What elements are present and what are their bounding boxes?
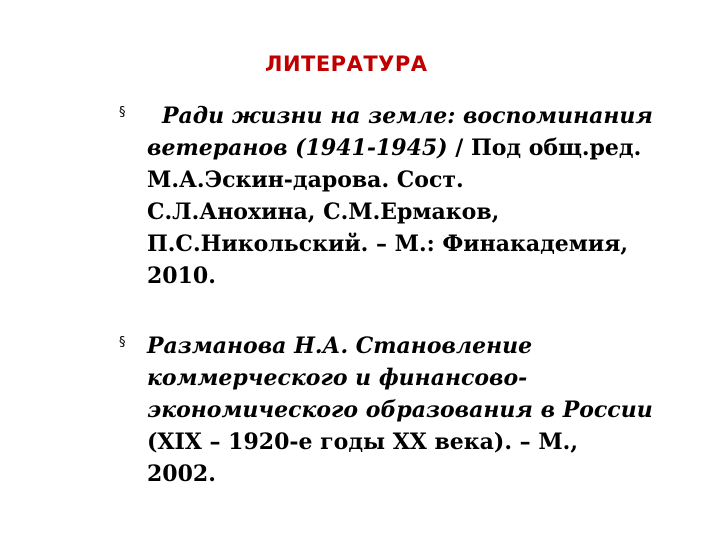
reference-line: Разманова Н.А. Становление [147,333,533,359]
reference-line: 2002. [147,461,216,487]
reference-line: С.Л.Анохина, С.М.Ермаков, [147,199,500,225]
slide-title: ЛИТЕРАТУРА [265,52,428,76]
reference-text [147,100,720,292]
reference-line: 2010. [147,263,216,289]
reference-line: коммерческого и финансово- [147,365,528,391]
reference-line: ветеранов (1941-1945) / Под общ.ред. [147,135,642,161]
reference-line: экономического образования в России [147,397,653,423]
reference-line: М.А.Эскин-дарова. Сост. [147,167,464,193]
bullet-marker: § [119,335,126,350]
reference-text [147,330,720,490]
reference-line: (XIX – 1920-е годы XX века). – М., [147,429,578,455]
bullet-marker: § [119,105,126,120]
reference-line: Ради жизни на земле: воспоминания [162,103,653,129]
reference-line: П.С.Никольский. – М.: Финакадемия, [147,231,629,257]
